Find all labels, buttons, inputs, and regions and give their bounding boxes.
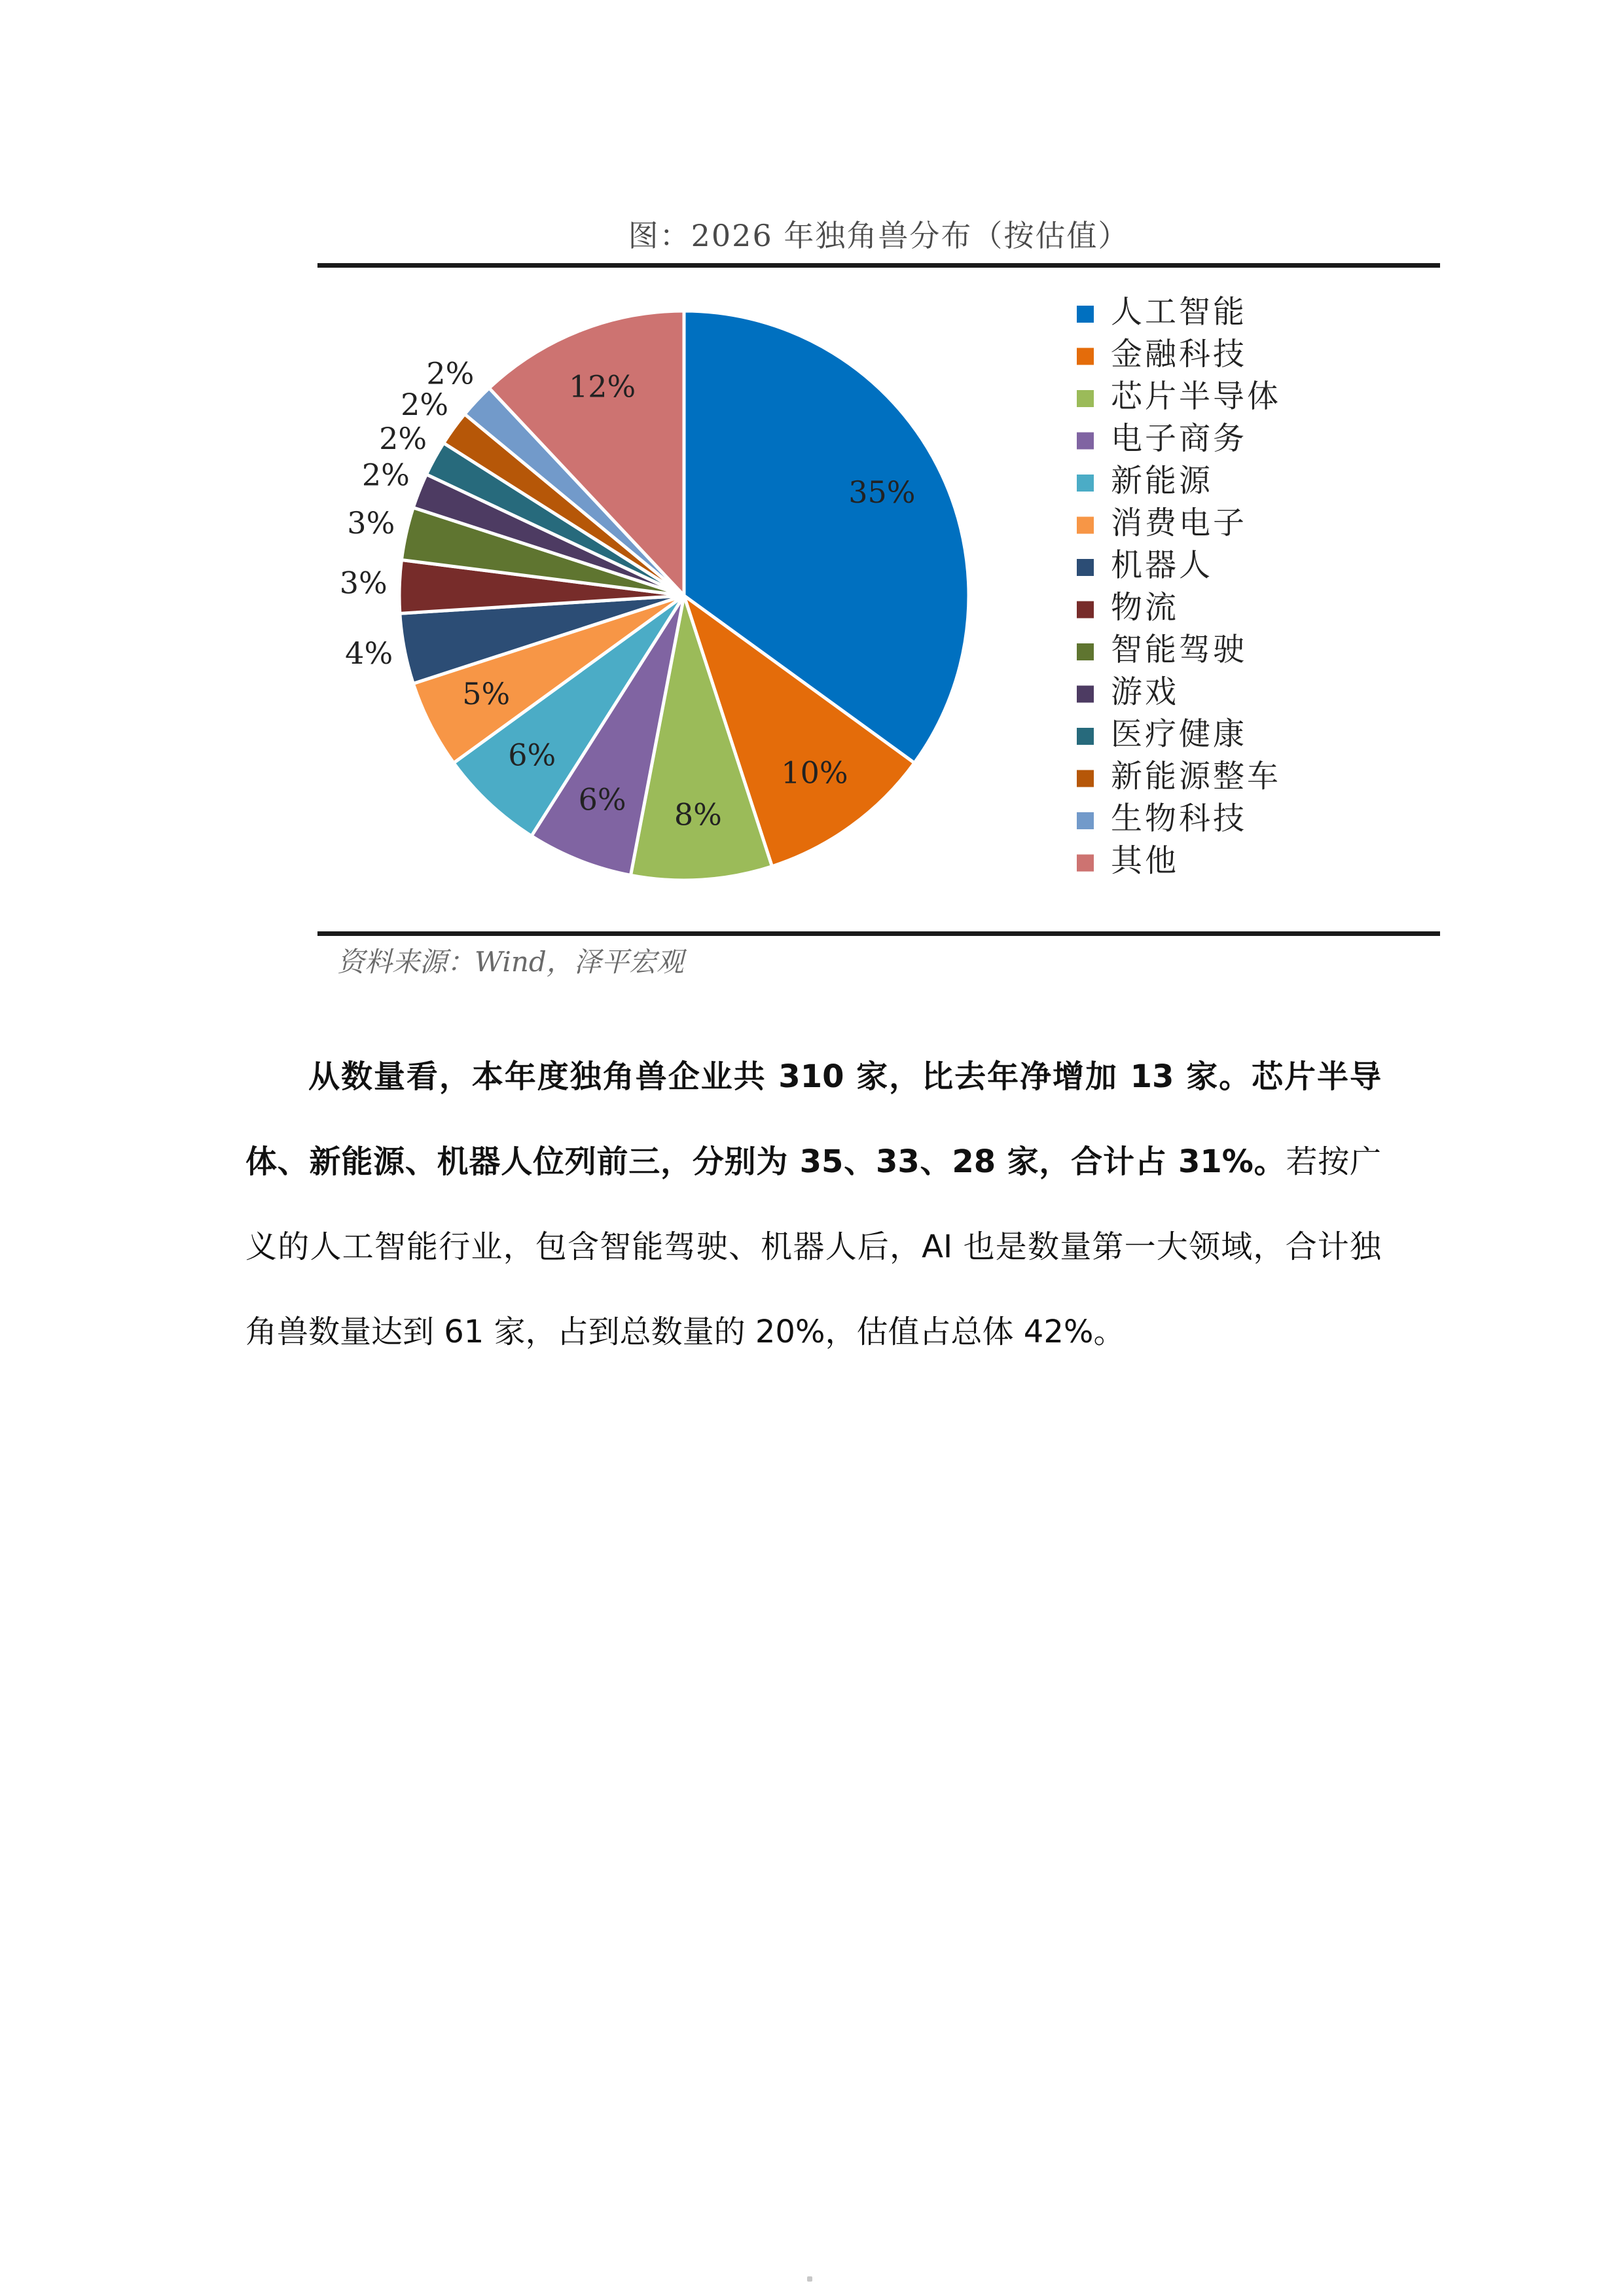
slice-label: 4% [345, 635, 393, 671]
legend-swatch [1077, 390, 1094, 407]
slice-label: 3% [339, 565, 388, 601]
pie-slices [399, 311, 969, 880]
legend-swatch [1077, 517, 1094, 534]
slice-label: 6% [578, 781, 626, 817]
legend-label: 金融科技 [1111, 336, 1248, 372]
legend-swatch [1077, 855, 1094, 872]
legend-label: 物流 [1111, 589, 1180, 626]
legend-swatch [1077, 686, 1094, 703]
legend-swatch [1077, 306, 1094, 323]
slice-label: 5% [462, 676, 511, 712]
source-note: 资料来源：Wind，泽平宏观 [337, 946, 684, 978]
legend-label: 智能驾驶 [1111, 631, 1248, 668]
legend-swatch [1077, 348, 1094, 365]
slice-label: 8% [674, 797, 722, 833]
paragraph [245, 1034, 1381, 1374]
legend-swatch [1077, 728, 1094, 745]
slice-label: 6% [508, 737, 556, 773]
figure-caption: 图：2026 年独角兽分布（按估值） [628, 218, 1130, 253]
slice-label: 12% [568, 368, 636, 404]
legend-swatch [1077, 643, 1094, 660]
legend-label: 新能源 [1111, 462, 1214, 499]
figure-bottom-rule [317, 931, 1440, 936]
slice-label: 2% [361, 457, 410, 493]
legend-label: 机器人 [1111, 547, 1214, 584]
legend-swatch [1077, 601, 1094, 619]
paragraph-bold-part: 从数量看，本年度独角兽企业共 310 家，比去年净增加 13 家。芯片半导体、新能源、机器人位列前三，分别为 35、33、28 家，合计占 31%。 [245, 1058, 1381, 1180]
legend-swatch [1077, 433, 1094, 450]
slice-label: 2% [426, 355, 475, 391]
slice-label: 2% [401, 386, 449, 422]
pie-chart [317, 268, 1440, 929]
legend-swatch [1077, 559, 1094, 576]
legend-label: 生物科技 [1111, 800, 1248, 837]
legend-label: 游戏 [1111, 673, 1180, 710]
paragraph-normal-part: 若按广义的人工智能行业，包含智能驾驶、机器人后，AI 也是数量第一大领域，合计独角兽数量达到 61 家，占到总数量的 20%，估值占总体 42%。 [245, 1143, 1381, 1350]
legend-label: 其他 [1111, 842, 1180, 879]
legend-label: 消费电子 [1111, 505, 1248, 541]
body-text [245, 1034, 1381, 1374]
legend-label: 电子商务 [1111, 420, 1248, 457]
slice-label: 2% [379, 420, 427, 456]
figure-top-rule [317, 263, 1440, 268]
slice-label: 10% [781, 755, 848, 791]
legend-swatch [1077, 812, 1094, 829]
legend-label: 医疗健康 [1111, 715, 1248, 753]
legend-swatch [1077, 475, 1094, 492]
page-marker [807, 2276, 812, 2282]
legend-label: 芯片半导体 [1111, 378, 1282, 415]
legend-label: 新能源整车 [1111, 758, 1282, 795]
slice-label: 35% [848, 474, 916, 510]
chart-legend [1077, 294, 1281, 880]
legend-swatch [1077, 770, 1094, 787]
slice-label: 3% [347, 505, 395, 541]
legend-label: 人工智能 [1111, 293, 1248, 331]
